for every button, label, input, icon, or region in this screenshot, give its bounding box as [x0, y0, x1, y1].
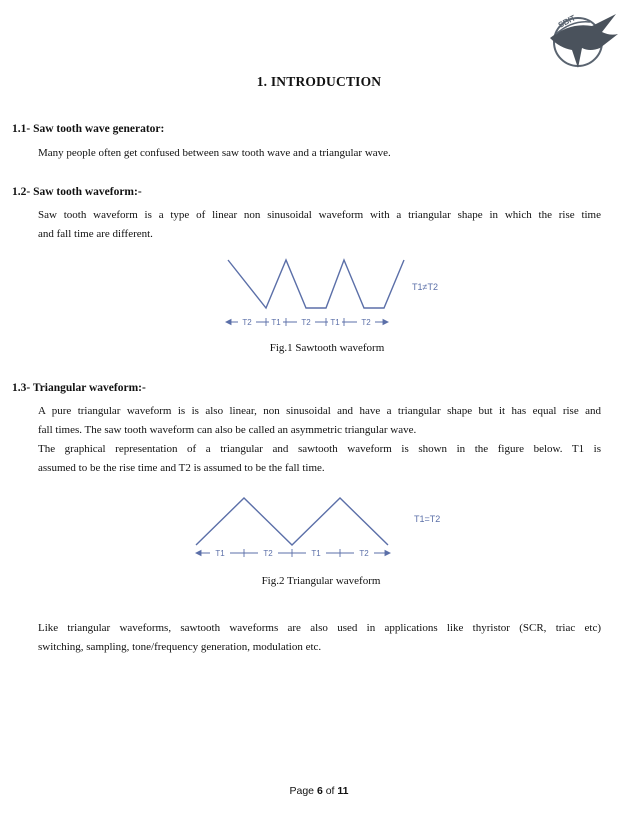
section-1-1-paragraph [38, 145, 601, 164]
figure1-caption: Fig.1 Sawtooth waveform [269, 342, 385, 354]
closing-paragraph [38, 620, 601, 658]
logo-text: SBIT [556, 13, 578, 30]
paragraph-line: Many people often get confused between saw tooth wave and a triangular wave. [38, 147, 391, 159]
figure1-relation: T1≠T2 [412, 282, 438, 292]
sbit-logo-icon [520, 8, 620, 70]
footer-page-number: 6 [316, 785, 323, 797]
section-heading-1-3: 1.3- Triangular waveform:- [12, 382, 146, 394]
arrow-left-icon [196, 551, 201, 556]
section-heading-1-1: 1.1- Saw tooth wave generator: [12, 123, 165, 135]
figure1-label: T1 [330, 318, 340, 327]
figure1-label: T2 [361, 318, 371, 327]
arrow-left-icon [226, 320, 231, 325]
section-1-3-paragraph [38, 403, 601, 479]
arrow-right-icon [383, 320, 388, 325]
figure2-relation: T1=T2 [414, 514, 441, 524]
sawtooth-waveform-line [228, 260, 404, 308]
figure2-caption: Fig.2 Triangular waveform [261, 575, 381, 587]
paragraph-line: assumed to be the rise time and T2 is assumed to be the fall time. [38, 462, 325, 474]
footer-prefix: Page [289, 785, 317, 797]
figure1-label: T1 [271, 318, 281, 327]
page-title: 1. INTRODUCTION [256, 74, 382, 89]
paragraph-line: switching, sampling, tone/frequency generation, modulation etc. [38, 641, 322, 653]
figure1-label: T2 [242, 318, 252, 327]
figure2-label: T1 [215, 549, 225, 558]
figure2-label: T2 [359, 549, 369, 558]
footer-total-pages: 11 [337, 785, 349, 797]
figure1-label: T2 [301, 318, 311, 327]
paragraph-line: Saw tooth waveform is a type of linear non sinusoidal waveform with a triangular shape in which the rise time [38, 209, 601, 221]
triangular-waveform-line [196, 498, 388, 545]
page-footer [0, 785, 638, 797]
figure2-label: T1 [311, 549, 321, 558]
paragraph-line: A pure triangular waveform is is also linear, non sinusoidal and have a triangular shape but it has equal rise and [38, 405, 601, 417]
footer-middle: of [322, 785, 338, 797]
paragraph-line: and fall time are different. [38, 228, 153, 240]
sawtooth-waveform-figure [222, 250, 462, 334]
arrow-right-icon [385, 551, 390, 556]
paragraph-line: Like triangular waveforms, sawtooth waveforms are also used in applications like thyristor (SCR, triac etc) [38, 622, 601, 634]
triangular-waveform-figure [190, 490, 460, 566]
paragraph-line: fall times. The saw tooth waveform can also be called an asymmetric triangular wave. [38, 424, 417, 436]
section-heading-1-2: 1.2- Saw tooth waveform:- [12, 186, 142, 198]
section-1-2-paragraph [38, 207, 601, 245]
paragraph-line: The graphical representation of a triangular and sawtooth waveform is shown in the figure below. T1 is [38, 443, 601, 455]
figure2-label: T2 [263, 549, 273, 558]
